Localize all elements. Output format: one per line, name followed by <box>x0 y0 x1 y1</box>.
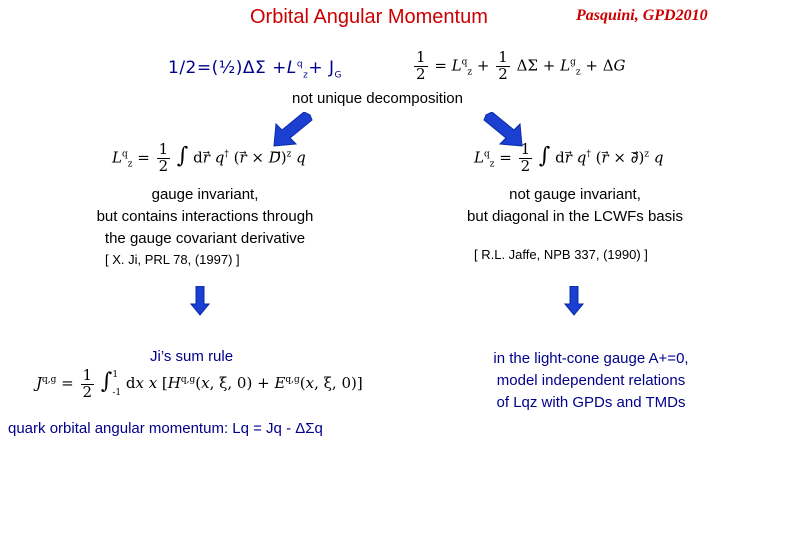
arrow-down-icon <box>564 286 584 316</box>
page-title: Orbital Angular Momentum <box>250 6 488 28</box>
ji-sum-rule-formula: J$^{q,g}$ = $\frac{1}{2}$ ∫ 1 -1 dx x [$H^{q,g}(x$, ξ, 0) + E$^{q,g}$(x, ξ, 0)] <box>36 365 363 401</box>
light-cone-gauge-note: in the light-cone gauge A+=0, model independent relations of Lqz with GPDs and TMDs <box>493 350 689 411</box>
right-description: not gauge invariant, but diagonal in the LCWFs basis <box>467 186 683 225</box>
quark-oam-definition: quark orbital angular momentum: Lq = Jq - ΔΣq <box>8 420 323 437</box>
ji-sum-rule-label: Ji’s sum rule <box>150 348 234 365</box>
decomposition-formula: $\frac{1}{2}$ = $L^q_z$ + $\frac{1}{2}$ $\Delta\Sigma + L^g_z + \Delta G$ <box>416 48 626 83</box>
left-description: gauge invariant, but contains interactions through the gauge covariant derivative <box>96 186 314 247</box>
right-oam-formula: $L^q_z$ = $\frac{1}{2}$ ∫ dr⃗ q† (r⃗ × ∂⃗)$^z$ q <box>474 140 664 175</box>
left-reference: [ X. Ji, PRL 78, (1997) ] <box>105 252 240 267</box>
author-citation: Pasquini, GPD2010 <box>576 7 708 24</box>
left-oam-formula: $L^q_z$ = $\frac{1}{2}$ ∫ dr⃗ q† (r⃗ × D⃗)$^z$ q <box>112 140 306 175</box>
not-unique-label: not unique decomposition <box>292 90 463 107</box>
spin-decomposition: 1/2=(½)ΔΣ $+L^q_z+ J_G$ <box>168 58 342 81</box>
right-reference: [ R.L. Jaffe, NPB 337, (1990) ] <box>474 247 648 262</box>
arrow-down-icon <box>190 286 210 316</box>
